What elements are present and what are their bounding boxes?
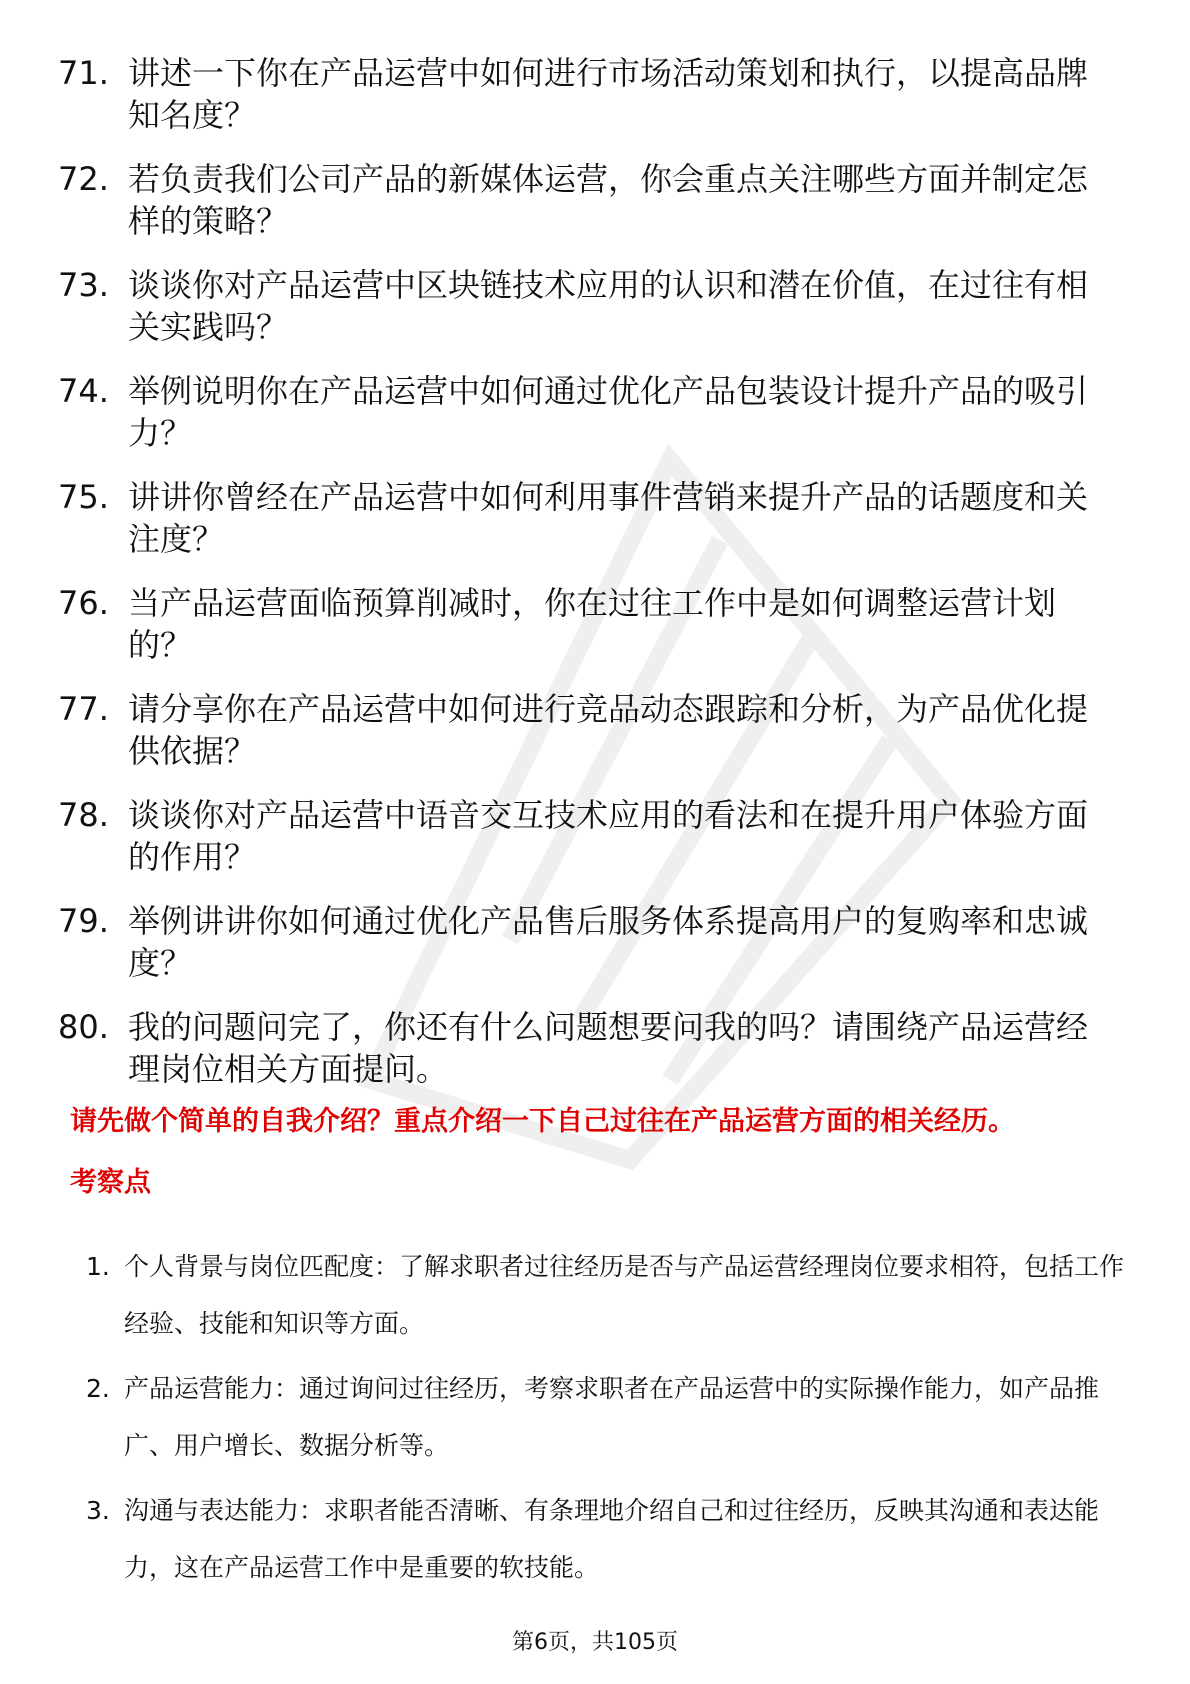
question-text: 谈谈你对产品运营中区块链技术应用的认识和潜在价值，在过往有相关实践吗？	[128, 266, 1089, 346]
question-item	[58, 582, 1118, 666]
question-text: 举例讲讲你如何通过优化产品售后服务体系提高用户的复购率和忠诚度？	[128, 902, 1089, 982]
question-number: 75.	[58, 478, 109, 516]
section-title: 考察点	[70, 1167, 151, 1198]
question-list	[58, 52, 1118, 1112]
assessment-point	[86, 1238, 1126, 1352]
question-number: 80.	[58, 1008, 109, 1046]
question-text: 当产品运营面临预算削减时，你在过往工作中是如何调整运营计划的？	[128, 584, 1057, 664]
assessment-point	[86, 1482, 1126, 1596]
question-item	[58, 1006, 1118, 1090]
highlight-question: 请先做个简单的自我介绍？重点介绍一下自己过往在产品运营方面的相关经历。	[70, 1106, 1015, 1137]
question-number: 74.	[58, 372, 109, 410]
page-footer: 第6页，共105页	[512, 1630, 678, 1655]
question-text: 请分享你在产品运营中如何进行竞品动态跟踪和分析，为产品优化提供依据？	[128, 690, 1089, 770]
point-number: 2.	[86, 1374, 110, 1403]
question-item	[58, 794, 1118, 878]
question-item	[58, 476, 1118, 560]
point-text: 沟通与表达能力：求职者能否清晰、有条理地介绍自己和过往经历，反映其沟通和表达能力，这在产品运营工作中是重要的软技能。	[124, 1496, 1100, 1582]
question-text: 讲述一下你在产品运营中如何进行市场活动策划和执行，以提高品牌知名度？	[128, 54, 1089, 134]
question-item	[58, 900, 1118, 984]
point-number: 3.	[86, 1496, 110, 1525]
question-text: 讲讲你曾经在产品运营中如何利用事件营销来提升产品的话题度和关注度？	[128, 478, 1089, 558]
question-number: 79.	[58, 902, 109, 940]
question-item	[58, 52, 1118, 136]
question-number: 73.	[58, 266, 109, 304]
point-text: 个人背景与岗位匹配度：了解求职者过往经历是否与产品运营经理岗位要求相符，包括工作经验、技能和知识等方面。	[124, 1252, 1125, 1338]
question-item	[58, 158, 1118, 242]
question-text: 若负责我们公司产品的新媒体运营，你会重点关注哪些方面并制定怎样的策略？	[128, 160, 1089, 240]
question-text: 举例说明你在产品运营中如何通过优化产品包装设计提升产品的吸引力？	[128, 372, 1089, 452]
assessment-point	[86, 1360, 1126, 1474]
point-number: 1.	[86, 1252, 110, 1281]
point-text: 产品运营能力：通过询问过往经历，考察求职者在产品运营中的实际操作能力，如产品推广、用户增长、数据分析等。	[124, 1374, 1100, 1460]
question-number: 72.	[58, 160, 109, 198]
question-item	[58, 688, 1118, 772]
question-text: 谈谈你对产品运营中语音交互技术应用的看法和在提升用户体验方面的作用？	[128, 796, 1089, 876]
assessment-points-list	[86, 1238, 1126, 1604]
question-item	[58, 370, 1118, 454]
question-item	[58, 264, 1118, 348]
question-number: 78.	[58, 796, 109, 834]
question-number: 77.	[58, 690, 109, 728]
question-text: 我的问题问完了，你还有什么问题想要问我的吗？请围绕产品运营经理岗位相关方面提问。	[128, 1008, 1089, 1088]
question-number: 76.	[58, 584, 109, 622]
question-number: 71.	[58, 54, 109, 92]
